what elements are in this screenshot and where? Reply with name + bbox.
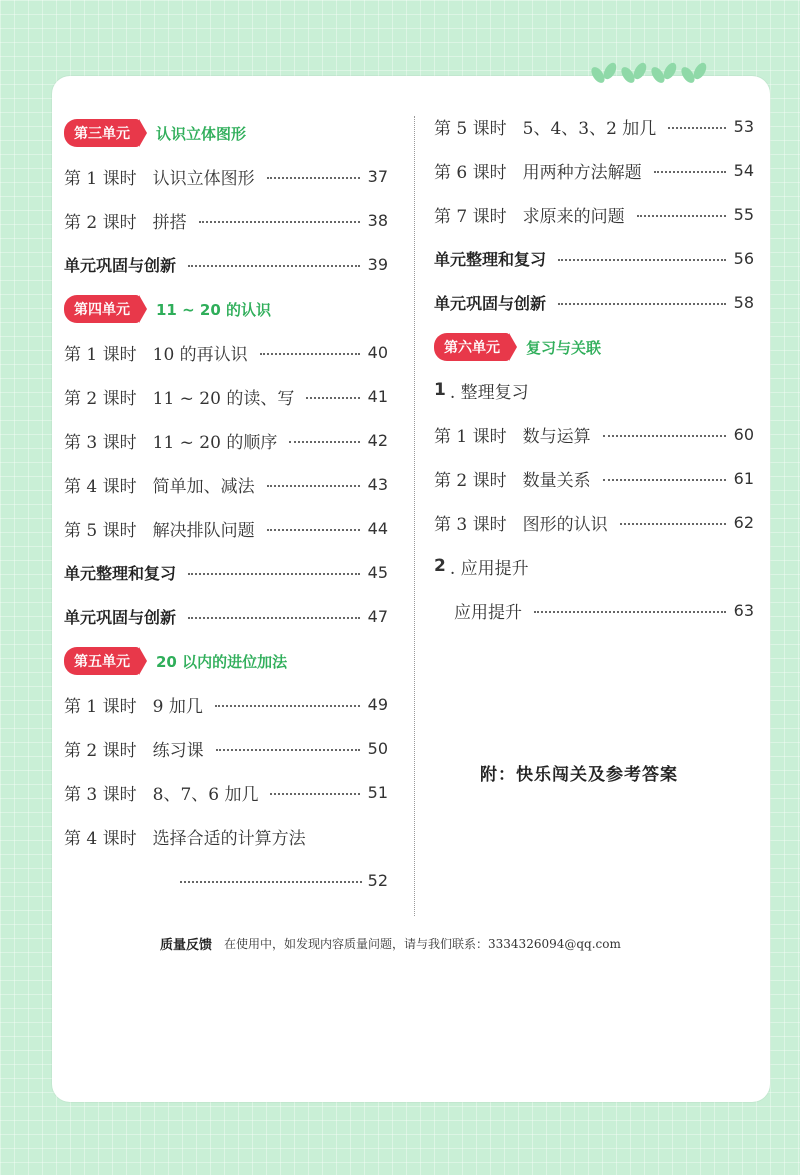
page-number: 58: [733, 292, 754, 312]
unit-header: [64, 292, 388, 326]
leader-dots: [668, 127, 726, 129]
page-number: 63: [733, 600, 754, 620]
leader-dots: [216, 749, 360, 751]
feedback-label: 质量反馈: [160, 938, 213, 953]
leader-dots: [289, 441, 360, 443]
page-number: 60: [733, 424, 754, 444]
unit-badge: 第五单元: [64, 647, 140, 675]
lesson-number: 第 4 课时: [64, 476, 137, 497]
page-number: 40: [367, 342, 388, 362]
leader-dots: [199, 221, 360, 223]
unit-badge: 第六单元: [434, 333, 510, 361]
page-number: 53: [733, 116, 754, 136]
leader-dots: [188, 265, 360, 267]
appendix-title: 附：快乐闯关及参考答案: [480, 765, 678, 785]
lesson-number: 第 1 课时: [64, 168, 137, 189]
toc-entry[interactable]: [64, 462, 388, 506]
lesson-number: 第 2 课时: [64, 740, 137, 761]
leader-dots: [267, 529, 360, 531]
leader-dots: [654, 171, 726, 173]
page-number: 62: [733, 512, 754, 532]
subsection-number: 2: [434, 556, 446, 576]
section-title: 单元整理和复习: [64, 563, 177, 583]
lesson-title: 拼搭: [152, 212, 187, 233]
lesson-number: 第 2 课时: [64, 388, 137, 409]
unit-header: [64, 116, 388, 150]
toc-entry[interactable]: [434, 192, 754, 236]
page-number: 50: [367, 738, 388, 758]
toc-entry-summary[interactable]: [434, 236, 754, 280]
leader-dots: [306, 397, 360, 399]
subsection-title: . 应用提升: [449, 558, 529, 579]
lesson-title: 11 ~ 20 的顺序: [152, 432, 278, 453]
lesson-number: 第 1 课时: [434, 426, 507, 447]
lesson-title: 图形的认识: [522, 514, 608, 535]
toc-entry[interactable]: [64, 770, 388, 814]
toc-entry[interactable]: [64, 154, 388, 198]
section-title: 单元巩固与创新: [64, 607, 177, 627]
page-number: 54: [733, 160, 754, 180]
toc-entry[interactable]: [64, 198, 388, 242]
toc-entry[interactable]: [434, 412, 754, 456]
subsection-number: 1: [434, 380, 446, 400]
toc-entry-continuation[interactable]: [64, 858, 388, 902]
feedback-text: 在使用中，如发现内容质量问题，请与我们联系：3334326094@qq.com: [224, 937, 621, 951]
column-divider: [414, 116, 415, 916]
page-number: 37: [367, 166, 388, 186]
toc-entry[interactable]: [64, 814, 388, 858]
page-number: 42: [367, 430, 388, 450]
toc-entry[interactable]: [64, 506, 388, 550]
lesson-title: 求原来的问题: [522, 206, 625, 227]
lesson-title: 解决排队问题: [152, 520, 255, 541]
lesson-number: 第 6 课时: [434, 162, 507, 183]
page-number: 56: [733, 248, 754, 268]
lesson-title: 用两种方法解题: [522, 162, 642, 183]
leader-dots: [620, 523, 726, 525]
toc-entry[interactable]: [64, 330, 388, 374]
leader-dots: [260, 353, 360, 355]
lesson-title: 选择合适的计算方法: [152, 828, 306, 849]
page-number: 55: [733, 204, 754, 224]
leader-dots: [558, 303, 726, 305]
lesson-number: 第 4 课时: [64, 828, 137, 849]
leader-dots: [270, 793, 360, 795]
leader-dots: [267, 177, 360, 179]
toc-right-column: [434, 104, 754, 632]
unit-title: 20 以内的进位加法: [156, 652, 288, 671]
lesson-title: 10 的再认识: [152, 344, 248, 365]
page-number: 43: [367, 474, 388, 494]
leader-dots: [188, 573, 360, 575]
section-title: 单元整理和复习: [434, 249, 547, 269]
leader-dots: [188, 617, 360, 619]
unit-badge: 第三单元: [64, 119, 140, 147]
unit-title: 复习与关联: [526, 338, 602, 357]
leader-dots: [637, 215, 726, 217]
section-title: 单元巩固与创新: [64, 255, 177, 275]
toc-entry[interactable]: [434, 104, 754, 148]
section-title: 单元巩固与创新: [434, 293, 547, 313]
lesson-number: 第 1 课时: [64, 344, 137, 365]
page-number: 45: [367, 562, 388, 582]
leader-dots: [558, 259, 726, 261]
page-number: 52: [367, 870, 388, 890]
leader-dots: [534, 611, 726, 613]
lesson-number: 第 1 课时: [64, 696, 137, 717]
toc-entry[interactable]: [434, 148, 754, 192]
lesson-number: 第 5 课时: [64, 520, 137, 541]
unit-title: 认识立体图形: [156, 124, 247, 143]
unit-title: 11 ~ 20 的认识: [156, 300, 271, 319]
lesson-title: 应用提升: [454, 602, 522, 623]
lesson-title: 数量关系: [522, 470, 591, 491]
leaf-decoration-icon: [588, 55, 718, 89]
toc-entry[interactable]: [434, 456, 754, 500]
lesson-title: 练习课: [152, 740, 204, 761]
lesson-number: 第 3 课时: [64, 432, 137, 453]
page-number: 51: [367, 782, 388, 802]
lesson-number: 第 3 课时: [434, 514, 507, 535]
unit-header: [64, 644, 388, 678]
page-number: 47: [367, 606, 388, 626]
lesson-number: 第 3 课时: [64, 784, 137, 805]
toc-entry[interactable]: [64, 418, 388, 462]
lesson-number: 第 7 课时: [434, 206, 507, 227]
lesson-title: 9 加几: [152, 696, 203, 717]
lesson-title: 5、4、3、2 加几: [522, 118, 657, 139]
lesson-number: 第 2 课时: [64, 212, 137, 233]
lesson-title: 11 ~ 20 的读、写: [152, 388, 295, 409]
toc-entry-review[interactable]: [434, 280, 754, 324]
leader-dots: [603, 479, 726, 481]
toc-entry-review[interactable]: [64, 594, 388, 638]
quality-feedback: [160, 934, 621, 953]
toc-entry-review[interactable]: [64, 242, 388, 286]
leader-dots: [603, 435, 726, 437]
toc-entry[interactable]: [64, 374, 388, 418]
leader-dots: [267, 485, 360, 487]
lesson-title: 简单加、减法: [152, 476, 255, 497]
lesson-title: 认识立体图形: [152, 168, 255, 189]
toc-left-column: [64, 110, 388, 902]
toc-entry[interactable]: [64, 682, 388, 726]
subsection-heading: [434, 368, 754, 412]
lesson-number: 第 2 课时: [434, 470, 507, 491]
page-number: 41: [367, 386, 388, 406]
toc-entry[interactable]: [64, 726, 388, 770]
page-number: 44: [367, 518, 388, 538]
toc-entry[interactable]: [434, 588, 754, 632]
lesson-title: 8、7、6 加几: [152, 784, 259, 805]
lesson-title: 数与运算: [522, 426, 591, 447]
page-number: 38: [367, 210, 388, 230]
lesson-number: 第 5 课时: [434, 118, 507, 139]
toc-entry[interactable]: [434, 500, 754, 544]
leader-dots: [215, 705, 360, 707]
subsection-title: . 整理复习: [449, 382, 529, 403]
unit-badge: 第四单元: [64, 295, 140, 323]
page-number: 49: [367, 694, 388, 714]
subsection-heading: [434, 544, 754, 588]
toc-entry-summary[interactable]: [64, 550, 388, 594]
leader-dots: [180, 881, 362, 883]
unit-header: [434, 330, 754, 364]
page-number: 61: [733, 468, 754, 488]
page-number: 39: [367, 254, 388, 274]
